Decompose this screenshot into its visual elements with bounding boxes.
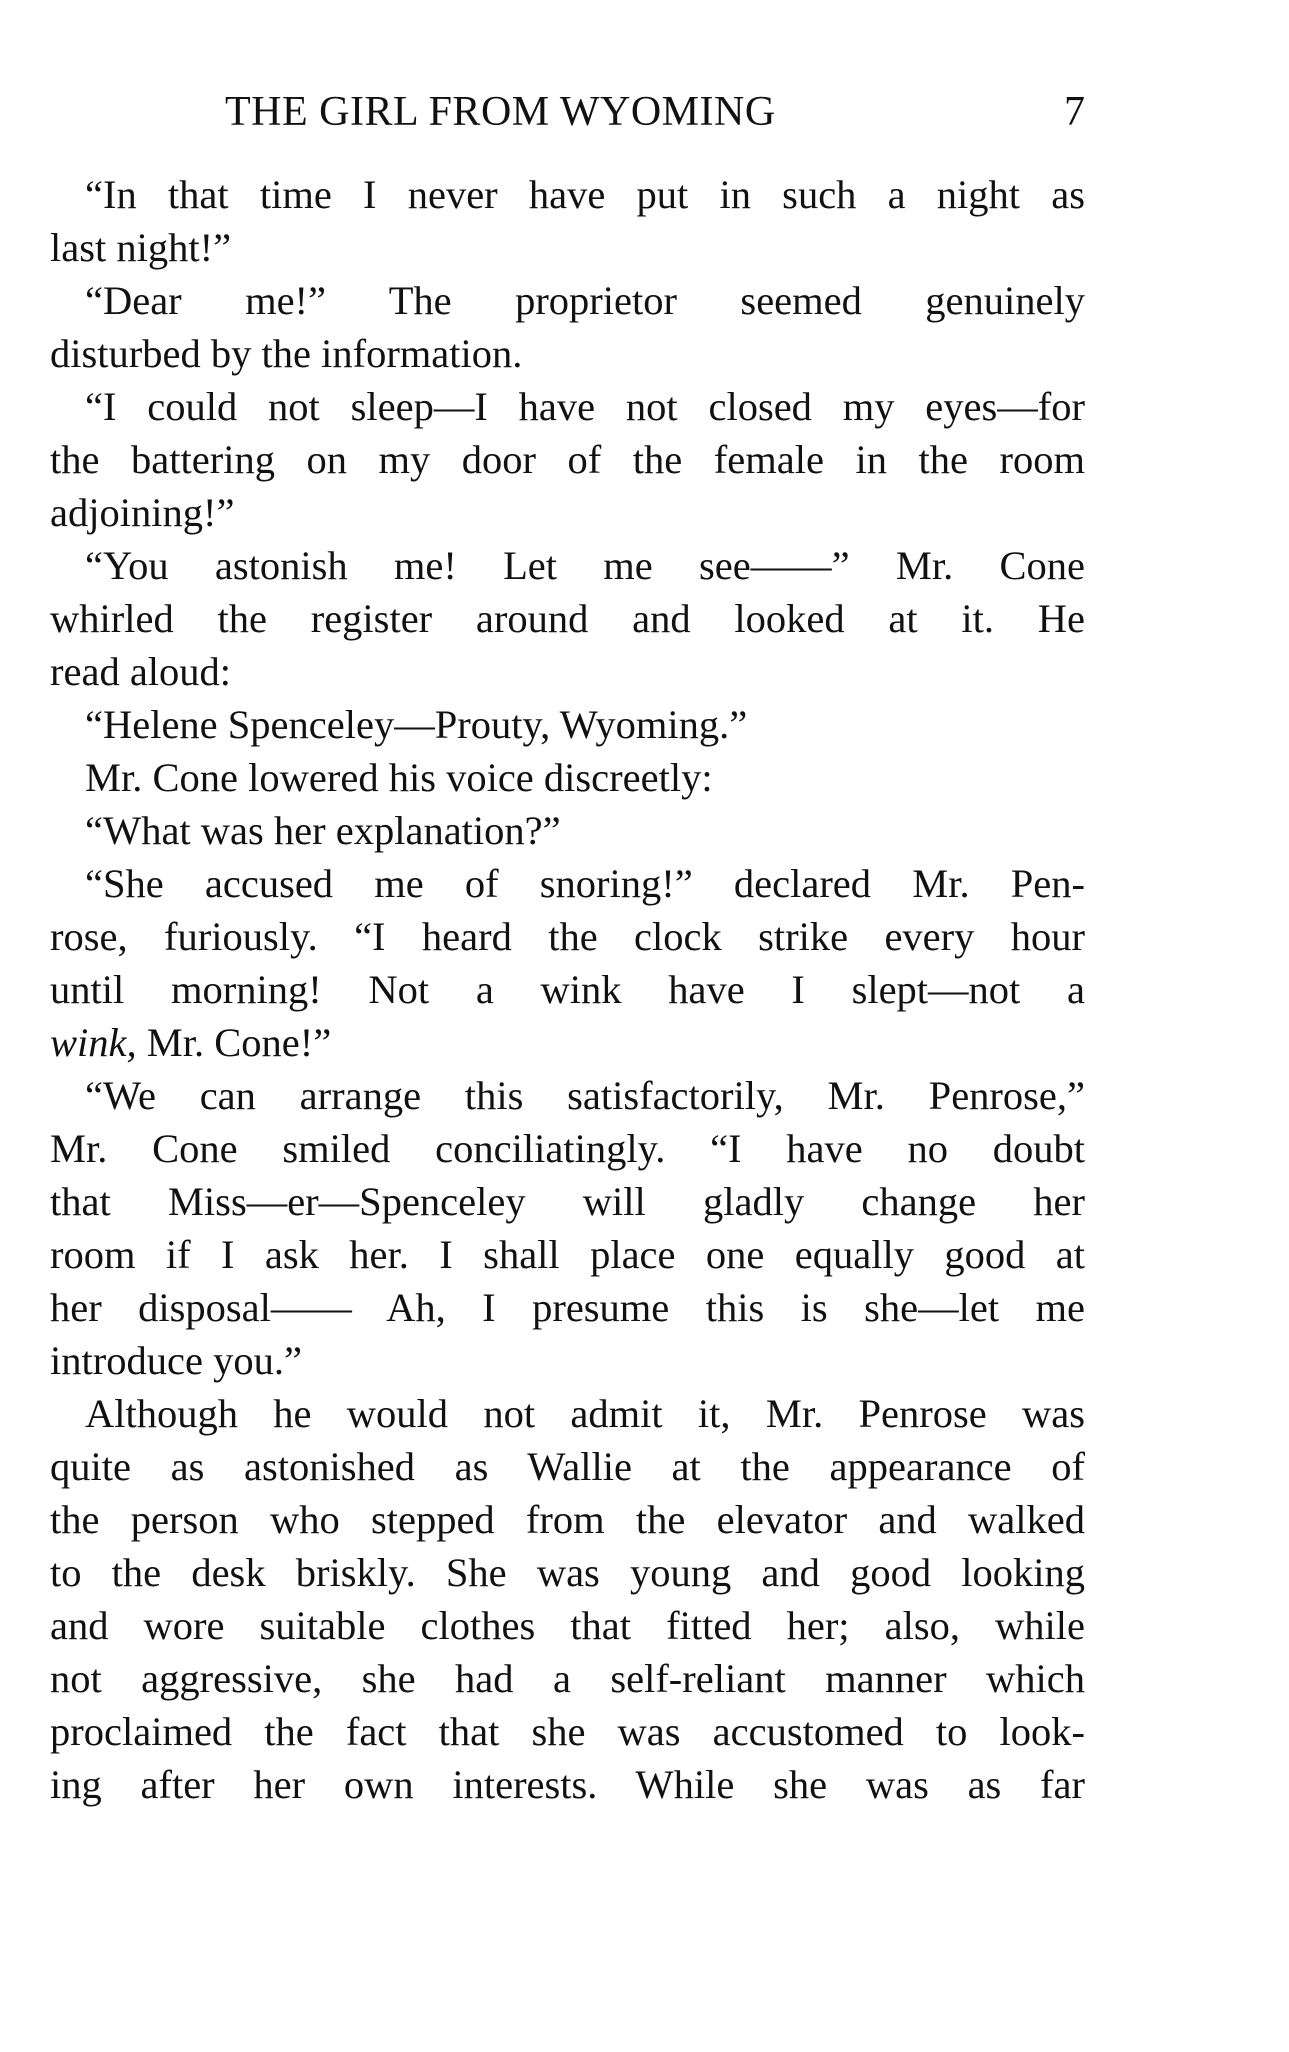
text-line: ing after her own interests. While she was as far (50, 1762, 1085, 1807)
running-title: THE GIRL FROM WYOMING (225, 89, 776, 135)
text-line: whirled the register around and looked at it. He (50, 596, 1085, 641)
page-header (50, 88, 1085, 148)
text-line: Although he would not admit it, Mr. Penrose was (85, 1391, 1085, 1436)
text-line: “You astonish me! Let me see——” Mr. Cone (85, 543, 1085, 588)
text-line: that Miss—er—Spenceley will gladly change her (50, 1179, 1085, 1224)
text-line: to the desk briskly. She was young and good looking (50, 1550, 1085, 1595)
text-line: “She accused me of snoring!” declared Mr. Pen- (85, 861, 1085, 906)
text-line: “What was her explanation?” (85, 808, 561, 853)
text-line: “We can arrange this satisfactorily, Mr. Penrose,” (85, 1073, 1085, 1118)
text-line: “Dear me!” The proprietor seemed genuinely (85, 278, 1085, 323)
text-line: introduce you.” (50, 1338, 302, 1383)
text-line: “I could not sleep—I have not closed my eyes—for (85, 384, 1085, 429)
text-line: Mr. Cone lowered his voice discreetly: (85, 755, 713, 800)
text-line: disturbed by the information. (50, 331, 523, 376)
body-text (50, 168, 1085, 1811)
text-line: last night!” (50, 225, 232, 270)
text-line: the person who stepped from the elevator and walked (50, 1497, 1085, 1542)
page-number: 7 (1064, 89, 1085, 135)
text-line: the battering on my door of the female in the room (50, 437, 1085, 482)
text-line: quite as astonished as Wallie at the appearance of (50, 1444, 1085, 1489)
text-line: room if I ask her. I shall place one equally good at (50, 1232, 1085, 1277)
text-line: rose, furiously. “I heard the clock strike every hour (50, 914, 1085, 959)
text-line: until morning! Not a wink have I slept—not a (50, 967, 1085, 1012)
text-line: read aloud: (50, 649, 232, 694)
text-line: her disposal—— Ah, I presume this is she—let me (50, 1285, 1085, 1330)
text-line: not aggressive, she had a self-reliant manner which (50, 1656, 1085, 1701)
text-line: Mr. Cone smiled conciliatingly. “I have no doubt (50, 1126, 1085, 1171)
italic-word: wink, (50, 1020, 137, 1065)
text-line: proclaimed the fact that she was accustomed to look- (50, 1709, 1085, 1754)
text-line: “In that time I never have put in such a night as (85, 172, 1085, 217)
text-line: “Helene Spenceley—Prouty, Wyoming.” (85, 702, 748, 747)
text-line-rest: Mr. Cone!” (146, 1020, 332, 1065)
text-line: and wore suitable clothes that fitted her; also, while (50, 1603, 1085, 1648)
text-line-italic (50, 1016, 1085, 1069)
text-line: adjoining!” (50, 490, 235, 535)
